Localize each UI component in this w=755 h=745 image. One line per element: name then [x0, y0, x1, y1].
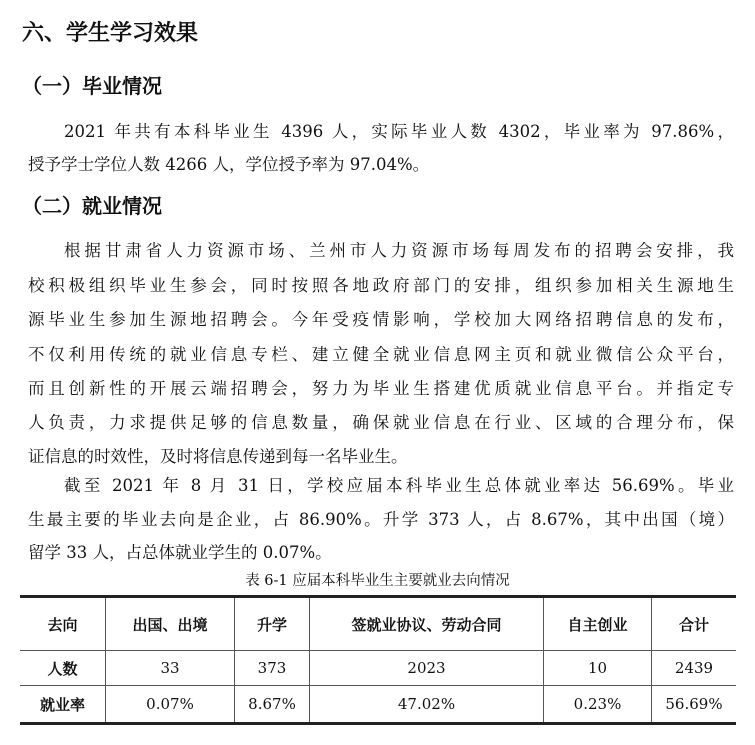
header-cell: 升学	[235, 597, 310, 651]
paragraph-line: 源毕业生参加生源地招聘会。今年受疫情影响，学校加大网络招聘信息的发布，	[28, 310, 734, 329]
table-cell: 0.07%	[106, 686, 235, 724]
employment-table	[20, 595, 736, 725]
header-cell: 签就业协议、劳动合同	[310, 597, 544, 651]
header-cell: 合计	[652, 597, 737, 651]
paragraph-line: 留学 33 人，占总体就业学生的 0.07%。	[28, 543, 332, 562]
paragraph-line: 截至 2021 年 8 月 31 日，学校应届本科毕业生总体就业率达 56.69%。毕业	[64, 476, 734, 495]
paragraph-line: 生最主要的毕业去向是企业，占 86.90%。升学 373 人，占 8.67%，其中出国（境）	[28, 510, 734, 529]
header-cell: 出国、出境	[106, 597, 235, 651]
paragraph-line: 不仅利用传统的就业信息专栏、建立健全就业信息网主页和就业微信公众平台，	[28, 345, 734, 364]
table-cell: 8.67%	[235, 686, 310, 724]
table-cell: 10	[544, 651, 652, 686]
table-cell: 2439	[652, 651, 737, 686]
paragraph-line: 2021 年共有本科毕业生 4396 人，实际毕业人数 4302，毕业率为 97.86%，	[64, 122, 734, 141]
row-header: 人数	[20, 651, 106, 686]
paragraph-line: 而且创新性的开展云端招聘会，努力为毕业生搭建优质就业信息平台。并指定专	[28, 379, 734, 398]
paragraph-line: 校积极组织毕业生参会，同时按照各地政府部门的安排，组织参加相关生源地生	[28, 276, 734, 295]
table-cell: 373	[235, 651, 310, 686]
row-header: 就业率	[20, 686, 106, 724]
table-row	[20, 686, 736, 724]
table-cell: 2023	[310, 651, 544, 686]
header-cell: 去向	[20, 597, 106, 651]
table-header-row	[20, 597, 736, 651]
table-cell: 0.23%	[544, 686, 652, 724]
table-cell: 33	[106, 651, 235, 686]
paragraph-line: 根据甘肃省人力资源市场、兰州市人力资源市场每周发布的招聘会安排，我	[64, 241, 734, 260]
paragraph-line: 证信息的时效性，及时将信息传递到每一名毕业生。	[28, 447, 408, 466]
table-cell: 56.69%	[652, 686, 737, 724]
header-cell: 自主创业	[544, 597, 652, 651]
paragraph-line: 人负责，力求提供足够的信息数量，确保就业信息在行业、区域的合理分布，保	[28, 413, 734, 432]
table-row	[20, 651, 736, 686]
section-title: 六、学生学习效果	[22, 21, 199, 46]
table-cell: 47.02%	[310, 686, 544, 724]
subsection-title-employment: （二）就业情况	[22, 194, 162, 218]
paragraph-line: 授予学士学位人数 4266 人，学位授予率为 97.04%。	[28, 155, 430, 174]
table-caption: 表 6-1 应届本科毕业生主要就业去向情况	[245, 573, 510, 589]
subsection-title-graduation: （一）毕业情况	[22, 74, 162, 98]
